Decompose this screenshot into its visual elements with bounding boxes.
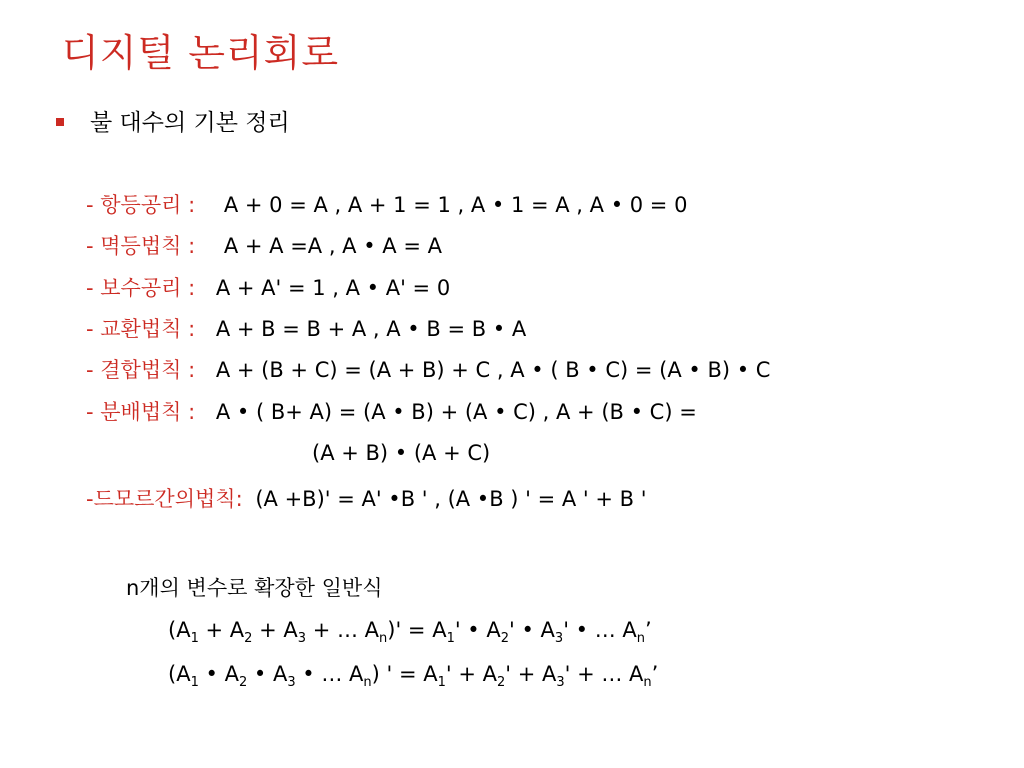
law-identity [86,191,687,219]
bullet-item [56,104,290,137]
subscript: 3 [554,631,564,646]
law-formula: (A + B) • (A + C) [312,441,491,465]
law-label: - 항등공리 : [86,193,196,217]
formula-part: (A [168,662,191,686]
formula-part: + … A [306,618,380,642]
law-label: - 보수공리 : [86,276,196,300]
subscript: 1 [437,675,446,690]
subscript: n [643,675,652,690]
law-demorgan [86,485,646,513]
formula-part: ’ [645,618,652,642]
formula-part: • A [247,662,288,686]
subscript: 1 [446,631,455,646]
subscript: 2 [244,631,253,646]
law-formula: A + (B + C) = (A + B) + C , A • ( B • C) = (A • B) • C [215,358,771,382]
law-label: -드모르간의법칙: [86,487,243,511]
formula-part: + A [198,618,245,642]
law-complement [86,274,450,302]
law-formula: A + A =A , A • A = A [223,234,442,258]
formula-part: ' + A [445,662,497,686]
subscript: 2 [238,675,248,690]
formula-part: ' + A [505,662,557,686]
formula-part: )' = A [387,618,447,642]
formula-part: + A [252,618,298,642]
law-distributive [86,398,697,426]
formula-part: ) ' = A [371,662,438,686]
formula-part: ’ [651,662,659,686]
law-label: - 분배법칙 : [86,400,196,424]
law-formula: A + A' = 1 , A • A' = 0 [215,276,451,300]
subscript: 3 [297,631,307,646]
generalization-formula-2 [168,660,658,697]
law-commutative [86,315,526,343]
law-formula: A + 0 = A , A + 1 = 1 , A • 1 = A , A • 0 = 0 [223,193,688,217]
subscript: 2 [496,675,506,690]
subscript: 3 [556,675,565,690]
law-label: - 멱등법칙 : [86,234,196,258]
subscript: 2 [500,631,510,646]
bullet-text: 불 대수의 기본 정리 [90,110,290,136]
formula-part: ' + … A [564,662,644,686]
generalization-heading: n개의 변수로 확장한 일반식 [126,576,383,600]
law-label: - 결합법칙 : [86,358,196,382]
law-label: - 교환법칙 : [86,317,196,341]
subscript: n [636,631,645,646]
law-formula: (A +B)' = A' •B ' , (A •B ) ' = A ' + B ' [255,487,647,511]
square-bullet-icon [56,118,64,126]
formula-part: • A [198,662,239,686]
formula-part: • … A [295,662,364,686]
subscript: 1 [190,631,199,646]
subscript: 3 [287,675,296,690]
subscript: n [379,631,388,646]
generalization-formula-1 [168,616,652,653]
law-idempotent [86,232,442,260]
formula-part: ' • … A [563,618,637,642]
law-formula: A • ( B+ A) = (A • B) + (A • C) , A + (B • C) = [215,400,697,424]
slide-title: 디지털 논리회로 [62,31,340,75]
law-distributive-continued [312,439,490,467]
formula-part: (A [168,618,191,642]
formula-part: ' • A [509,618,555,642]
subscript: n [363,675,372,690]
subscript: 1 [190,675,199,690]
law-formula: A + B = B + A , A • B = B • A [215,317,527,341]
law-associative [86,356,770,384]
formula-part: ' • A [454,618,501,642]
